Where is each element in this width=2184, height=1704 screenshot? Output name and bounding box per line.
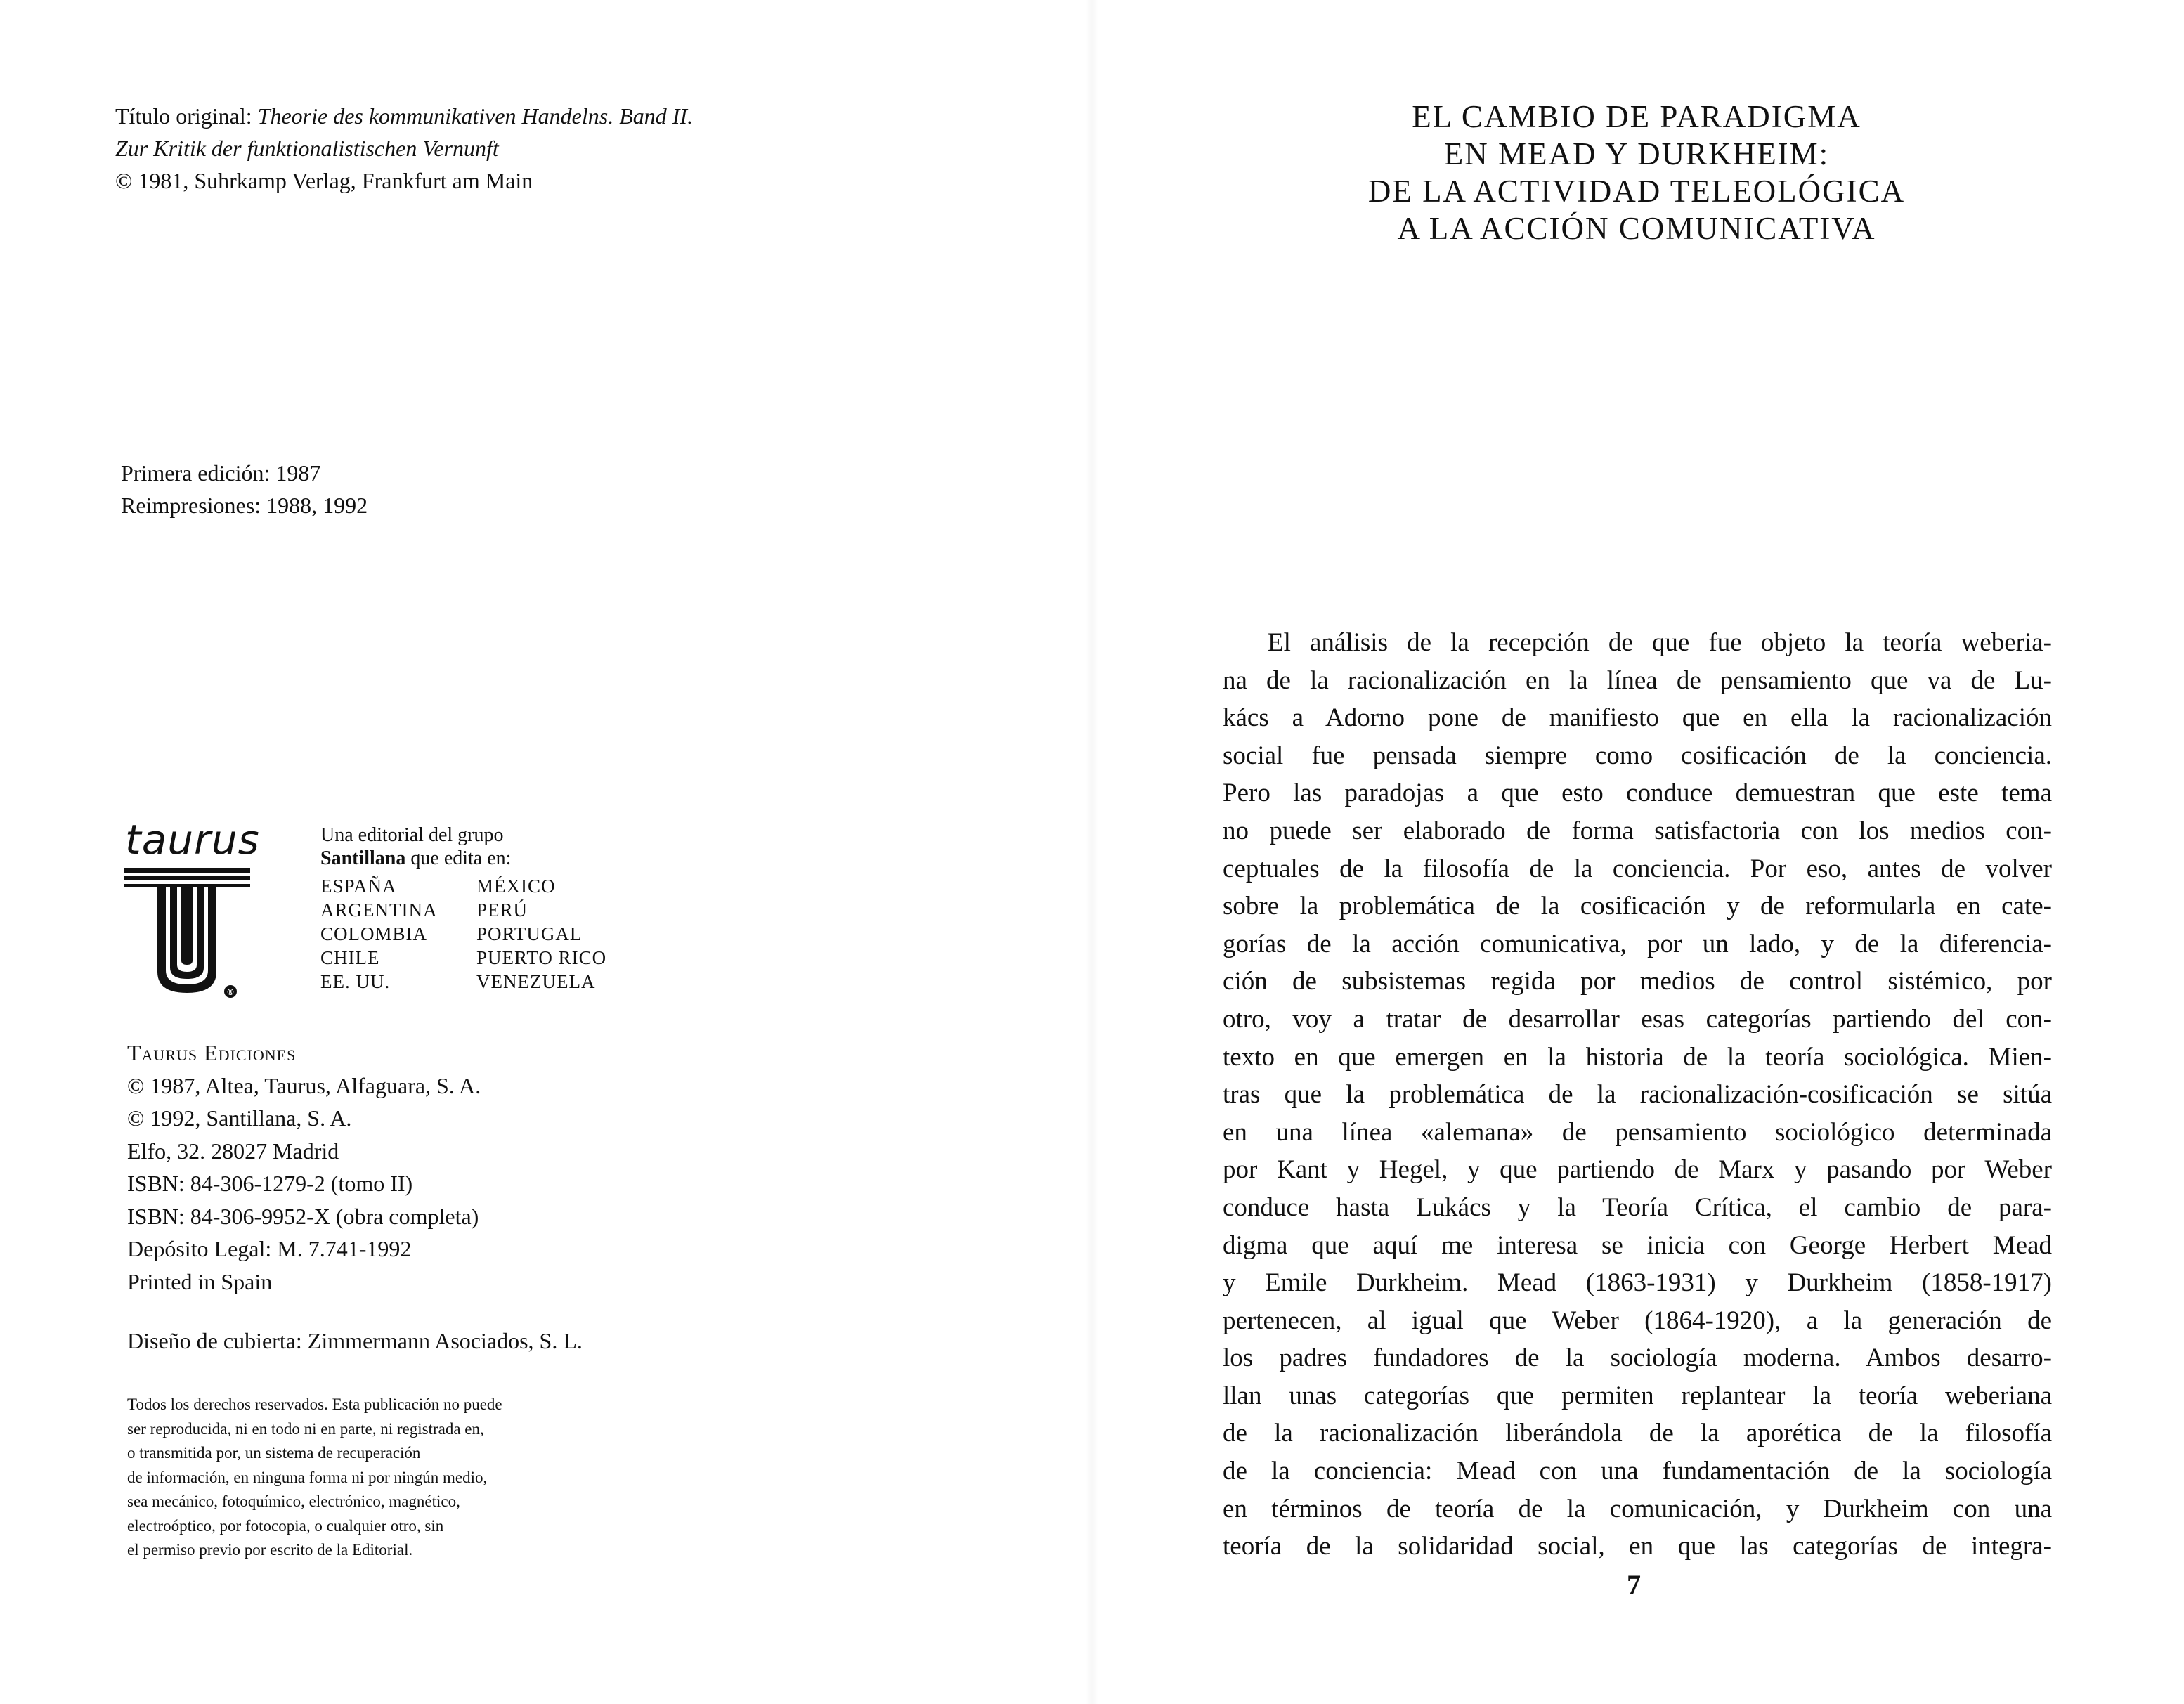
- body-line: El análisis de la recepción de que fue objeto la teoría weberia-: [1268, 628, 2052, 657]
- chapter-title-line: A LA ACCIÓN COMUNICATIVA: [1397, 211, 1876, 246]
- body-line: llan unas categorías que permiten replantear la teoría weberiana: [1223, 1381, 2052, 1410]
- body-line: de la racionalización liberándola de la aporética de la filosofía: [1223, 1419, 2052, 1448]
- body-line: ción de subsistemas regida por medios de control sistémico, por: [1223, 967, 2052, 996]
- rights-line: el permiso previo por escrito de la Editorial.: [127, 1541, 413, 1559]
- country-list: [320, 874, 606, 994]
- publisher-line: Depósito Legal: M. 7.741-1992: [127, 1236, 412, 1261]
- body-line: los padres fundadores de la sociología moderna. Ambos desarro-: [1223, 1344, 2052, 1373]
- body-line: social fue pensada siempre como cosificación de la conciencia.: [1223, 741, 2052, 770]
- body-line: y Emile Durkheim. Mead (1863-1931) y Durkheim (1858-1917): [1223, 1268, 2052, 1298]
- original-title-label: Título original:: [115, 103, 258, 129]
- group-info: [320, 824, 606, 994]
- body-line: ceptuales de la filosofía de la conciencia. Por eso, antes de volver: [1223, 854, 2052, 883]
- country-item: EE. UU.: [320, 971, 391, 992]
- body-line: de la conciencia: Mead con una fundamentación de la sociología: [1223, 1457, 2052, 1486]
- original-title-line-1: [115, 100, 693, 132]
- cover-design-credit: Diseño de cubierta: Zimmermann Asociados, S. L.: [127, 1328, 583, 1353]
- publisher-name: Taurus Ediciones: [127, 1040, 297, 1065]
- body-line: tras que la problemática de la racionalización-cosificación se sitúa: [1223, 1080, 2052, 1110]
- body-line: kács a Adorno pone de manifiesto que en ella la racionalización: [1223, 703, 2052, 733]
- publisher-line: Elfo, 32. 28027 Madrid: [127, 1138, 339, 1164]
- first-edition: Primera edición: 1987: [121, 460, 321, 486]
- group-brand: Santillana: [320, 847, 406, 869]
- rights-line: ser reproducida, ni en todo ni en parte, ni registrada en,: [127, 1419, 484, 1438]
- edition-block: [121, 457, 368, 521]
- country-item: MÉXICO: [476, 876, 556, 897]
- country-item: ARGENTINA: [320, 899, 438, 921]
- body-line: no puede ser elaborado de forma satisfactoria con los medios con-: [1223, 816, 2052, 845]
- body-line: por Kant y Hegel, y que partiendo de Marx y pasando por Weber: [1223, 1155, 2052, 1185]
- country-item: COLOMBIA: [320, 923, 428, 944]
- rights-notice: [127, 1393, 502, 1563]
- original-title-line-2: [115, 132, 693, 164]
- country-item: PERÚ: [476, 899, 528, 921]
- body-line: digma que aquí me interesa se inicia con George Herbert Mead: [1223, 1230, 2052, 1260]
- publisher-line: Printed in Spain: [127, 1268, 273, 1294]
- body-line: pertenecen, al igual que Weber (1864-1920), a la generación de: [1223, 1306, 2052, 1335]
- rights-line: o transmitida por, un sistema de recuperación: [127, 1444, 421, 1462]
- taurus-logo: [121, 816, 268, 1015]
- country-item: ESPAÑA: [320, 876, 397, 897]
- reprints: Reimpresiones: 1988, 1992: [121, 493, 368, 518]
- original-copyright: © 1981, Suhrkamp Verlag, Frankfurt am Main: [115, 168, 533, 193]
- body-line: en términos de teoría de la comunicación, y Durkheim con una: [1223, 1494, 2052, 1523]
- body-paragraph: [1223, 624, 2052, 1566]
- country-item: VENEZUELA: [476, 971, 596, 992]
- chapter-title-line: DE LA ACTIVIDAD TELEOLÓGICA: [1367, 174, 1906, 209]
- publisher-line: ISBN: 84-306-1279-2 (tomo II): [127, 1171, 413, 1196]
- body-line: en una línea «alemana» de pensamiento sociológico determinada: [1223, 1117, 2052, 1147]
- original-title-text: Theorie des kommunikativen Handelns. Band II.: [257, 103, 694, 129]
- body-line: otro, voy a tratar de desarrollar esas categorías partiendo del con-: [1223, 1004, 2052, 1034]
- body-line: teoría de la solidaridad social, en que las categorías de integra-: [1223, 1532, 2052, 1561]
- publisher-line: © 1992, Santillana, S. A.: [127, 1105, 352, 1131]
- country-item: PORTUGAL: [476, 923, 583, 944]
- country-item: PUERTO RICO: [476, 947, 607, 968]
- taurus-logo-mark-icon: [121, 866, 268, 1007]
- original-subtitle-text: Zur Kritik der funktionalistischen Vernunft: [115, 136, 499, 161]
- original-title-block: [115, 100, 693, 197]
- body-line: texto en que emergen en la historia de la teoría sociológica. Mien-: [1223, 1042, 2052, 1072]
- registered-mark: ®: [226, 987, 235, 997]
- rights-line: sea mecánico, fotoquímico, electrónico, magnético,: [127, 1492, 460, 1510]
- publisher-line: © 1987, Altea, Taurus, Alfaguara, S. A.: [127, 1072, 481, 1098]
- rights-line: Todos los derechos reservados. Esta publicación no puede: [127, 1396, 502, 1413]
- rights-line: de información, en ninguna forma ni por ningún medio,: [127, 1468, 488, 1486]
- group-line-2: [320, 847, 606, 870]
- body-line: gorías de la acción comunicativa, por un lado, y de la diferencia-: [1223, 929, 2052, 958]
- body-line: na de la racionalización en la línea de pensamiento que va de Lu-: [1223, 665, 2052, 695]
- taurus-logo-word: taurus: [125, 816, 260, 864]
- chapter-title-line: EL CAMBIO DE PARADIGMA: [1412, 99, 1861, 134]
- chapter-title-line: EN MEAD Y DURKHEIM:: [1443, 136, 1830, 171]
- publisher-line: ISBN: 84-306-9952-X (obra completa): [127, 1203, 479, 1229]
- chapter-title: [1254, 98, 2020, 247]
- group-line-1: Una editorial del grupo: [320, 824, 504, 846]
- page-number: 7: [1627, 1569, 1641, 1601]
- publisher-info: [127, 1036, 481, 1298]
- body-line: Pero las paradojas a que esto conduce demuestran que este tema: [1223, 779, 2052, 808]
- group-line-2-rest: que edita en:: [405, 847, 512, 869]
- country-item: CHILE: [320, 947, 380, 968]
- body-line: sobre la problemática de la cosificación y de reformularla en cate-: [1223, 892, 2052, 921]
- rights-line: electroóptico, por fotocopia, o cualquier otro, sin: [127, 1516, 444, 1535]
- body-line: conduce hasta Lukács y la Teoría Crítica, el cambio de para-: [1223, 1192, 2052, 1222]
